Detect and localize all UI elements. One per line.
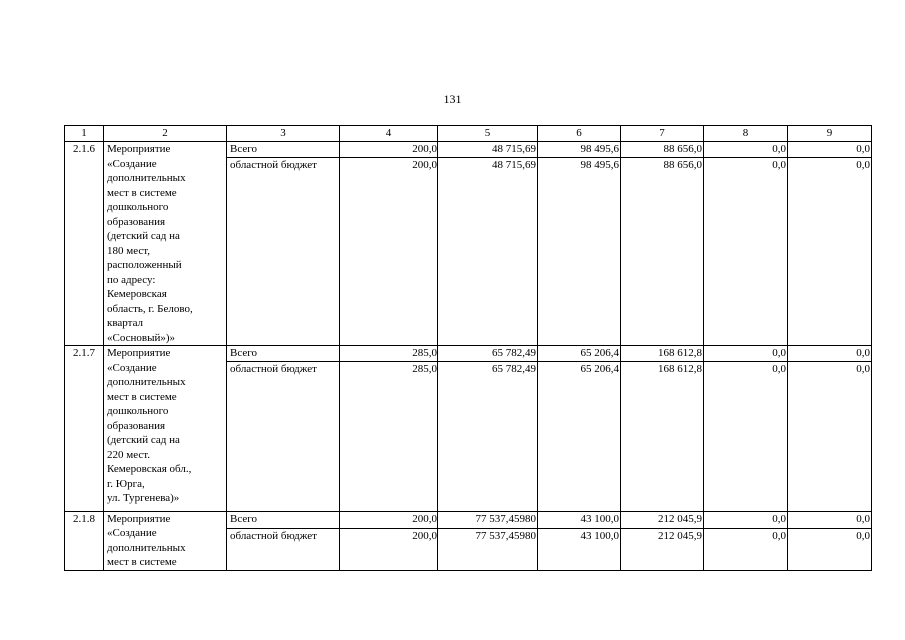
value-cell-c6: 65 206,4 [538, 361, 621, 511]
value-cell-c5: 65 782,49 [438, 361, 538, 511]
value-cell-c4: 285,0 [340, 346, 438, 362]
value-cell-c9: 0,0 [788, 511, 872, 528]
value-cell-c7: 212 045,9 [621, 528, 704, 570]
row-code: 2.1.6 [65, 142, 104, 346]
funding-source: Всего [227, 142, 340, 158]
value-cell-c4: 285,0 [340, 361, 438, 511]
column-header: 3 [227, 126, 340, 142]
row-name: Мероприятие «Создание дополнительных мест в системе дошкольного образования (детский сад на 180 мест, расположенный по адресу: Кемеровская область, г. Белово, квартал «Сосновый»)» [104, 142, 227, 346]
value-cell-c7: 88 656,0 [621, 157, 704, 345]
row-name: Мероприятие «Создание дополнительных мест в системе дошкольного образования (детский сад на 220 мест. Кемеровская обл., г. Юрга, ул. Тургенева)» [104, 346, 227, 512]
column-header: 8 [704, 126, 788, 142]
value-cell-c6: 98 495,6 [538, 157, 621, 345]
value-cell-c5: 65 782,49 [438, 346, 538, 362]
row-name: Мероприятие «Создание дополнительных мест в системе [104, 511, 227, 570]
column-header: 9 [788, 126, 872, 142]
value-cell-c9: 0,0 [788, 346, 872, 362]
value-cell-c7: 88 656,0 [621, 142, 704, 158]
header-row [65, 126, 872, 142]
row-code: 2.1.7 [65, 346, 104, 512]
value-cell-c4: 200,0 [340, 157, 438, 345]
budget-table [64, 125, 872, 571]
value-cell-c5: 77 537,45980 [438, 528, 538, 570]
table-row [65, 142, 872, 158]
value-cell-c5: 77 537,45980 [438, 511, 538, 528]
funding-source: Всего [227, 511, 340, 528]
value-cell-c8: 0,0 [704, 528, 788, 570]
column-header: 2 [104, 126, 227, 142]
value-cell-c7: 168 612,8 [621, 361, 704, 511]
funding-source: Всего [227, 346, 340, 362]
table-row [65, 511, 872, 528]
value-cell-c4: 200,0 [340, 142, 438, 158]
column-header: 4 [340, 126, 438, 142]
value-cell-c9: 0,0 [788, 528, 872, 570]
value-cell-c8: 0,0 [704, 346, 788, 362]
value-cell-c8: 0,0 [704, 361, 788, 511]
value-cell-c5: 48 715,69 [438, 157, 538, 345]
funding-source: областной бюджет [227, 361, 340, 511]
row-code: 2.1.8 [65, 511, 104, 570]
funding-source: областной бюджет [227, 528, 340, 570]
value-cell-c6: 43 100,0 [538, 528, 621, 570]
value-cell-c7: 168 612,8 [621, 346, 704, 362]
value-cell-c9: 0,0 [788, 157, 872, 345]
column-header: 6 [538, 126, 621, 142]
column-header: 7 [621, 126, 704, 142]
value-cell-c6: 43 100,0 [538, 511, 621, 528]
funding-source: областной бюджет [227, 157, 340, 345]
value-cell-c4: 200,0 [340, 528, 438, 570]
page-number: 131 [443, 92, 462, 106]
value-cell-c8: 0,0 [704, 511, 788, 528]
value-cell-c4: 200,0 [340, 511, 438, 528]
column-header: 5 [438, 126, 538, 142]
value-cell-c6: 65 206,4 [538, 346, 621, 362]
value-cell-c8: 0,0 [704, 157, 788, 345]
value-cell-c9: 0,0 [788, 142, 872, 158]
value-cell-c6: 98 495,6 [538, 142, 621, 158]
value-cell-c7: 212 045,9 [621, 511, 704, 528]
value-cell-c5: 48 715,69 [438, 142, 538, 158]
column-header: 1 [65, 126, 104, 142]
value-cell-c8: 0,0 [704, 142, 788, 158]
table-row [65, 346, 872, 362]
value-cell-c9: 0,0 [788, 361, 872, 511]
